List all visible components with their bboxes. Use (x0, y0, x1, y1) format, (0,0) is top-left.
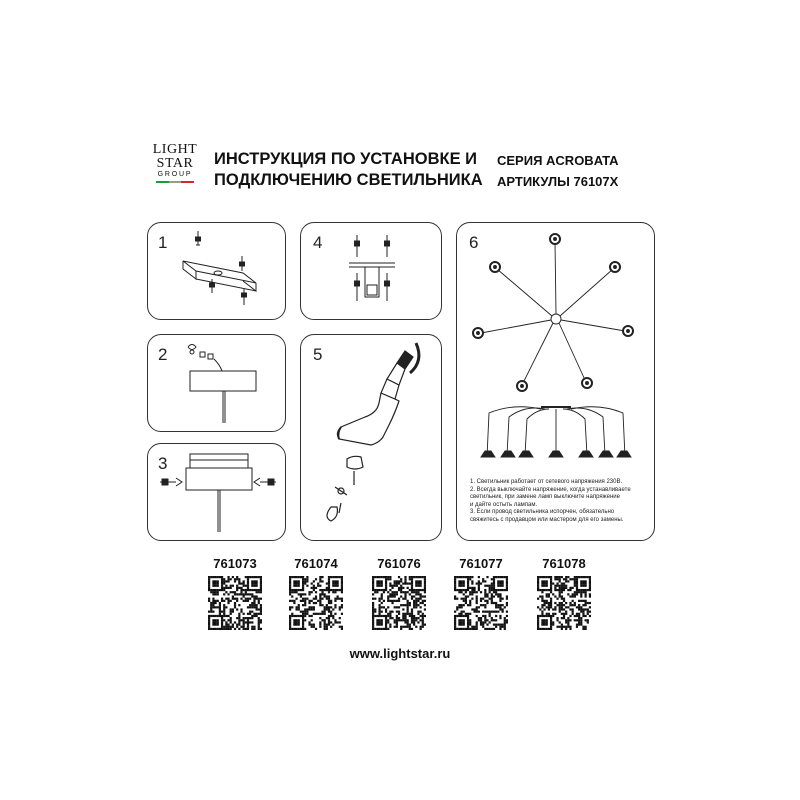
article-code: 761073 (213, 556, 257, 571)
step-panel-4 (300, 222, 442, 320)
qr-code-icon[interactable] (454, 576, 508, 630)
note-line: 1. Светильник работает от сетевого напряжения 230В. (470, 479, 623, 485)
note-line: свяжитесь с продавцом или мастером для его замены. (470, 516, 624, 523)
step-number: 6 (469, 233, 479, 252)
step-panel-3 (147, 443, 286, 541)
article-code: 761074 (294, 556, 338, 571)
logo-line-1: LIGHT (152, 142, 198, 157)
document-title (214, 149, 483, 191)
mounting-bracket-screws-icon (148, 223, 285, 319)
qr-code-icon[interactable] (208, 576, 262, 630)
step-number: 1 (158, 233, 168, 252)
website-link[interactable]: www.lightstar.ru (349, 646, 451, 661)
qr-code-icon[interactable] (289, 576, 343, 630)
note-line: 2. Всегда выключайте напряжение, когда устанавливаете (470, 486, 631, 493)
qr-code-icon[interactable] (372, 576, 426, 630)
note-line: и дайте остыть лампам. (470, 501, 538, 508)
shade-lamp-assembly-icon (301, 335, 441, 540)
step-panel-5 (300, 334, 442, 541)
article-code: 761077 (459, 556, 503, 571)
step-panel-2 (147, 334, 286, 432)
title-line-2: ПОДКЛЮЧЕНИЮ СВЕТИЛЬНИКА (214, 171, 483, 189)
series-name: СЕРИЯ ACROBATA (497, 153, 619, 168)
step-panel-1 (147, 222, 286, 320)
article-code: 761076 (377, 556, 421, 571)
brand-logo (148, 143, 202, 201)
article-range: АРТИКУЛЫ 76107X (497, 174, 619, 189)
safety-notes (470, 479, 655, 525)
wire-connection-canopy-icon (148, 335, 285, 431)
step-number: 3 (158, 454, 168, 473)
title-line-1: ИНСТРУКЦИЯ ПО УСТАНОВКЕ И (214, 150, 478, 168)
note-line: светильник, при замене ламп выключите напряжение (470, 494, 620, 501)
series-info (497, 150, 618, 192)
step-number: 5 (313, 345, 323, 364)
italian-flag-stripe (156, 181, 194, 183)
article-code: 761078 (542, 556, 586, 571)
qr-code-icon[interactable] (537, 576, 591, 630)
canopy-screw-fixing-icon (148, 444, 285, 540)
bracket-screw-assembly-icon (301, 223, 441, 319)
logo-line-3: GROUP (157, 171, 193, 178)
note-line: 3. Если провод светильника испорчен, обязательно (470, 509, 615, 516)
logo-line-2: STAR (156, 156, 194, 171)
step-number: 2 (158, 345, 168, 364)
step-number: 4 (313, 233, 323, 252)
chandelier-top-side-view-icon (457, 223, 654, 473)
